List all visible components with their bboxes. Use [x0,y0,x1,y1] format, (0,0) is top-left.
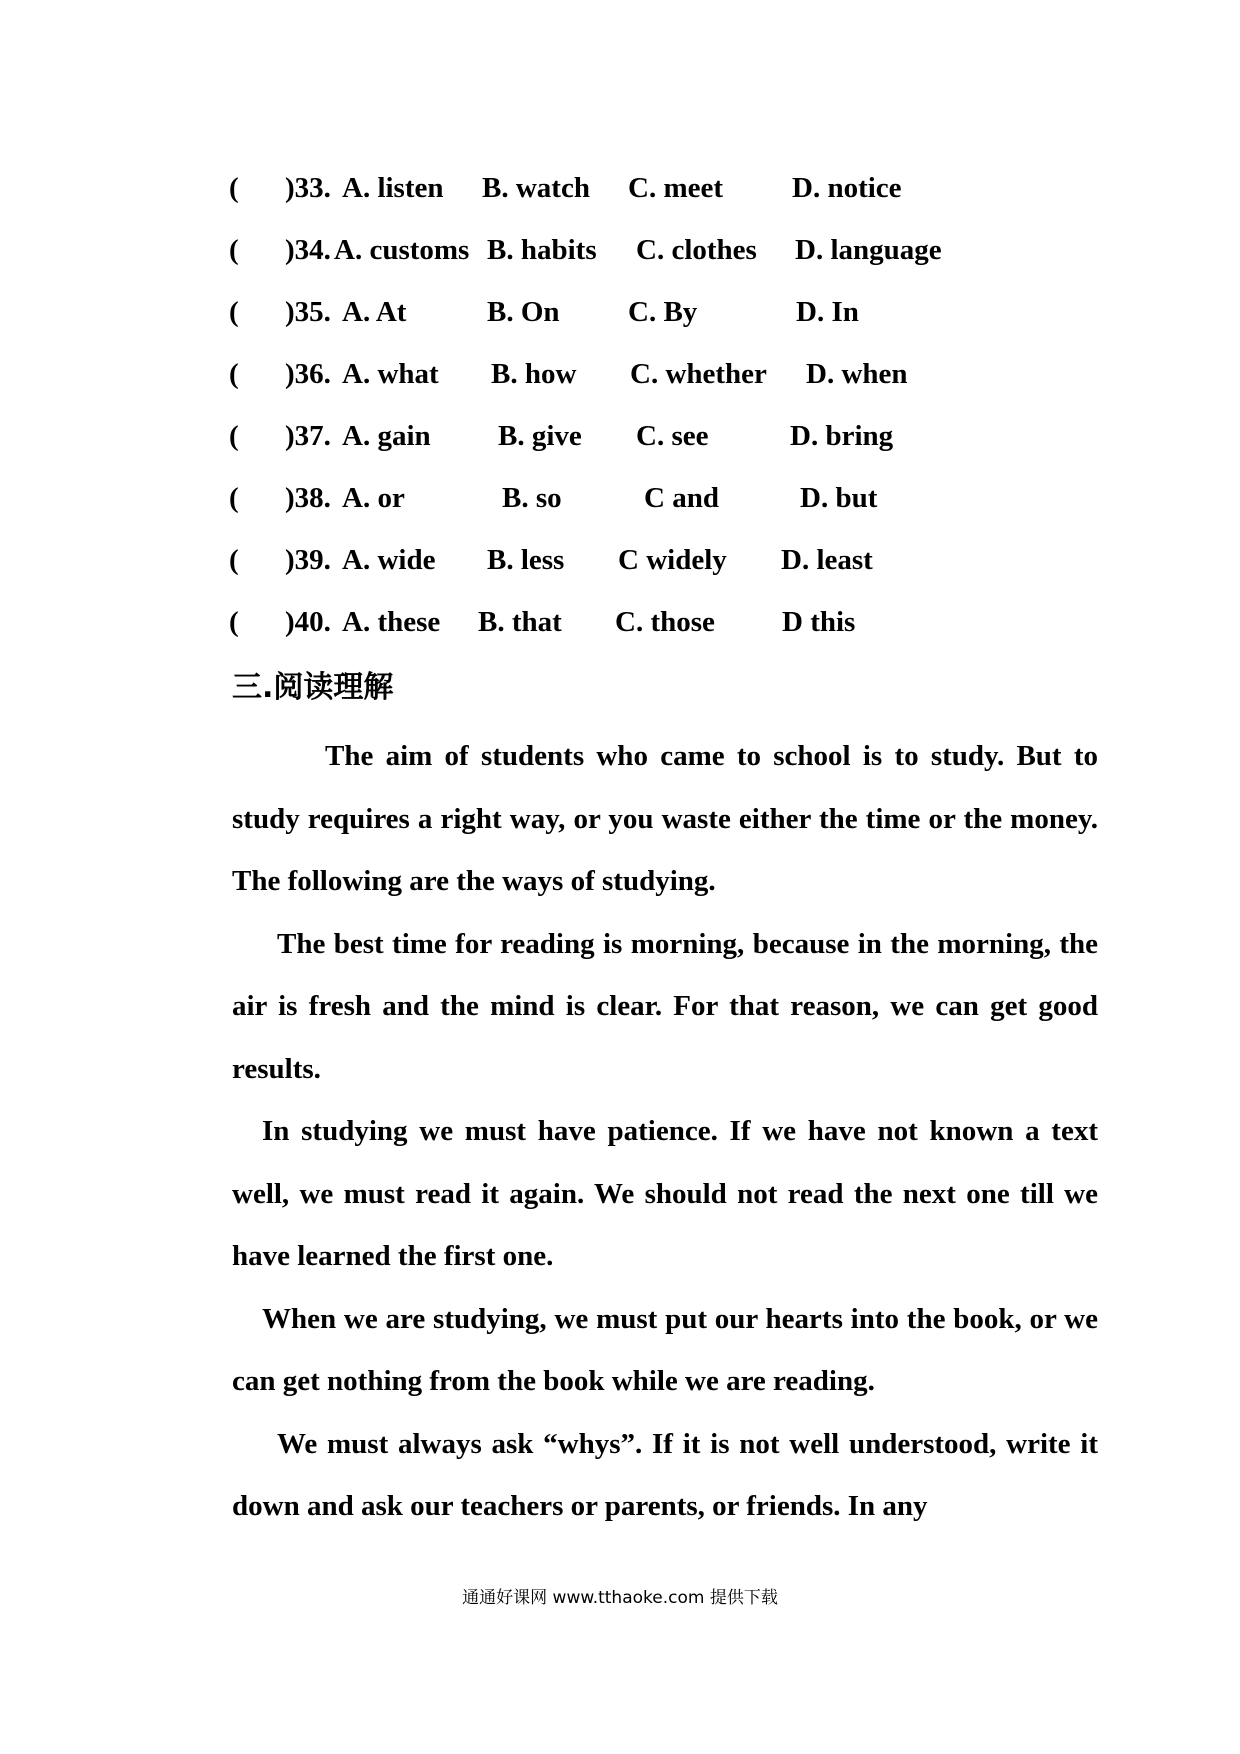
option-b: B. so [502,482,562,514]
question-number: )33. [285,172,331,204]
answer-paren: ( [229,358,239,390]
passage-paragraph: When we are studying, we must put our hearts into the book, or we can get nothing from the book while we are reading. [232,1302,1098,1397]
option-d: D. In [796,296,859,328]
answer-paren: ( [229,234,239,266]
option-d: D. least [781,544,873,576]
option-b: B. give [498,420,582,452]
option-c: C. see [636,420,709,452]
answer-paren: ( [229,420,239,452]
answer-paren: ( [229,606,239,638]
page-footer: 通通好课网 www.tthaoke.com 提供下载 [462,1588,778,1608]
question-row-40 [0,602,1240,642]
option-b: B. On [487,296,560,328]
option-d: D. bring [790,420,894,452]
option-c: C. meet [628,172,724,204]
question-row-38 [0,478,1240,518]
option-b: B. that [478,606,562,638]
option-d: D. but [800,482,878,514]
option-d: D this [782,606,856,638]
option-b: B. watch [482,172,590,204]
option-a: A. gain [342,420,431,452]
question-number: )36. [285,358,331,390]
answer-paren: ( [229,482,239,514]
option-c: C. clothes [636,234,757,266]
question-row-33 [0,168,1240,208]
option-a: A. wide [342,544,436,576]
section-title: 三.阅读理解 [232,670,394,705]
question-number: )40. [285,606,331,638]
question-number: )37. [285,420,331,452]
option-b: B. less [487,544,565,576]
option-b: B. how [491,358,577,390]
question-row-35 [0,292,1240,332]
question-row-39 [0,540,1240,580]
question-number: )38. [285,482,331,514]
question-number: )34. [285,234,331,266]
option-c: C widely [618,544,727,576]
passage-paragraph: In studying we must have patience. If we have not known a text well, we must read it again. We should not read the next one till we have learned the first one. [232,1115,1098,1272]
option-a: A. listen [342,172,444,204]
option-a: A. customs [334,234,470,266]
question-row-37 [0,416,1240,456]
option-a: A. At [342,296,407,328]
question-row-36 [0,354,1240,394]
option-d: D. notice [792,172,902,204]
option-c: C and [644,482,719,514]
passage-paragraph: We must always ask “whys”. If it is not well understood, write it down and ask our teachers or parents, or friends. In any [232,1427,1098,1522]
question-number: )39. [285,544,331,576]
answer-paren: ( [229,296,239,328]
option-a: A. or [342,482,405,514]
passage-paragraph: The best time for reading is morning, because in the morning, the air is fresh and the mind is clear. For that reason, we can get good results. [232,927,1098,1085]
reading-passage [232,725,1098,1538]
passage-paragraph: The aim of students who came to school is to study. But to study requires a right way, or you waste either the time or the money. The following are the ways of studying. [232,740,1098,897]
option-c: C. those [615,606,715,638]
option-a: A. these [342,606,441,638]
answer-paren: ( [229,172,239,204]
option-c: C. By [628,296,698,328]
option-c: C. whether [630,358,767,390]
option-a: A. what [342,358,439,390]
option-d: D. when [806,358,908,390]
option-d: D. language [795,234,942,266]
option-b: B. habits [487,234,597,266]
question-number: )35. [285,296,331,328]
answer-paren: ( [229,544,239,576]
question-row-34 [0,230,1240,270]
